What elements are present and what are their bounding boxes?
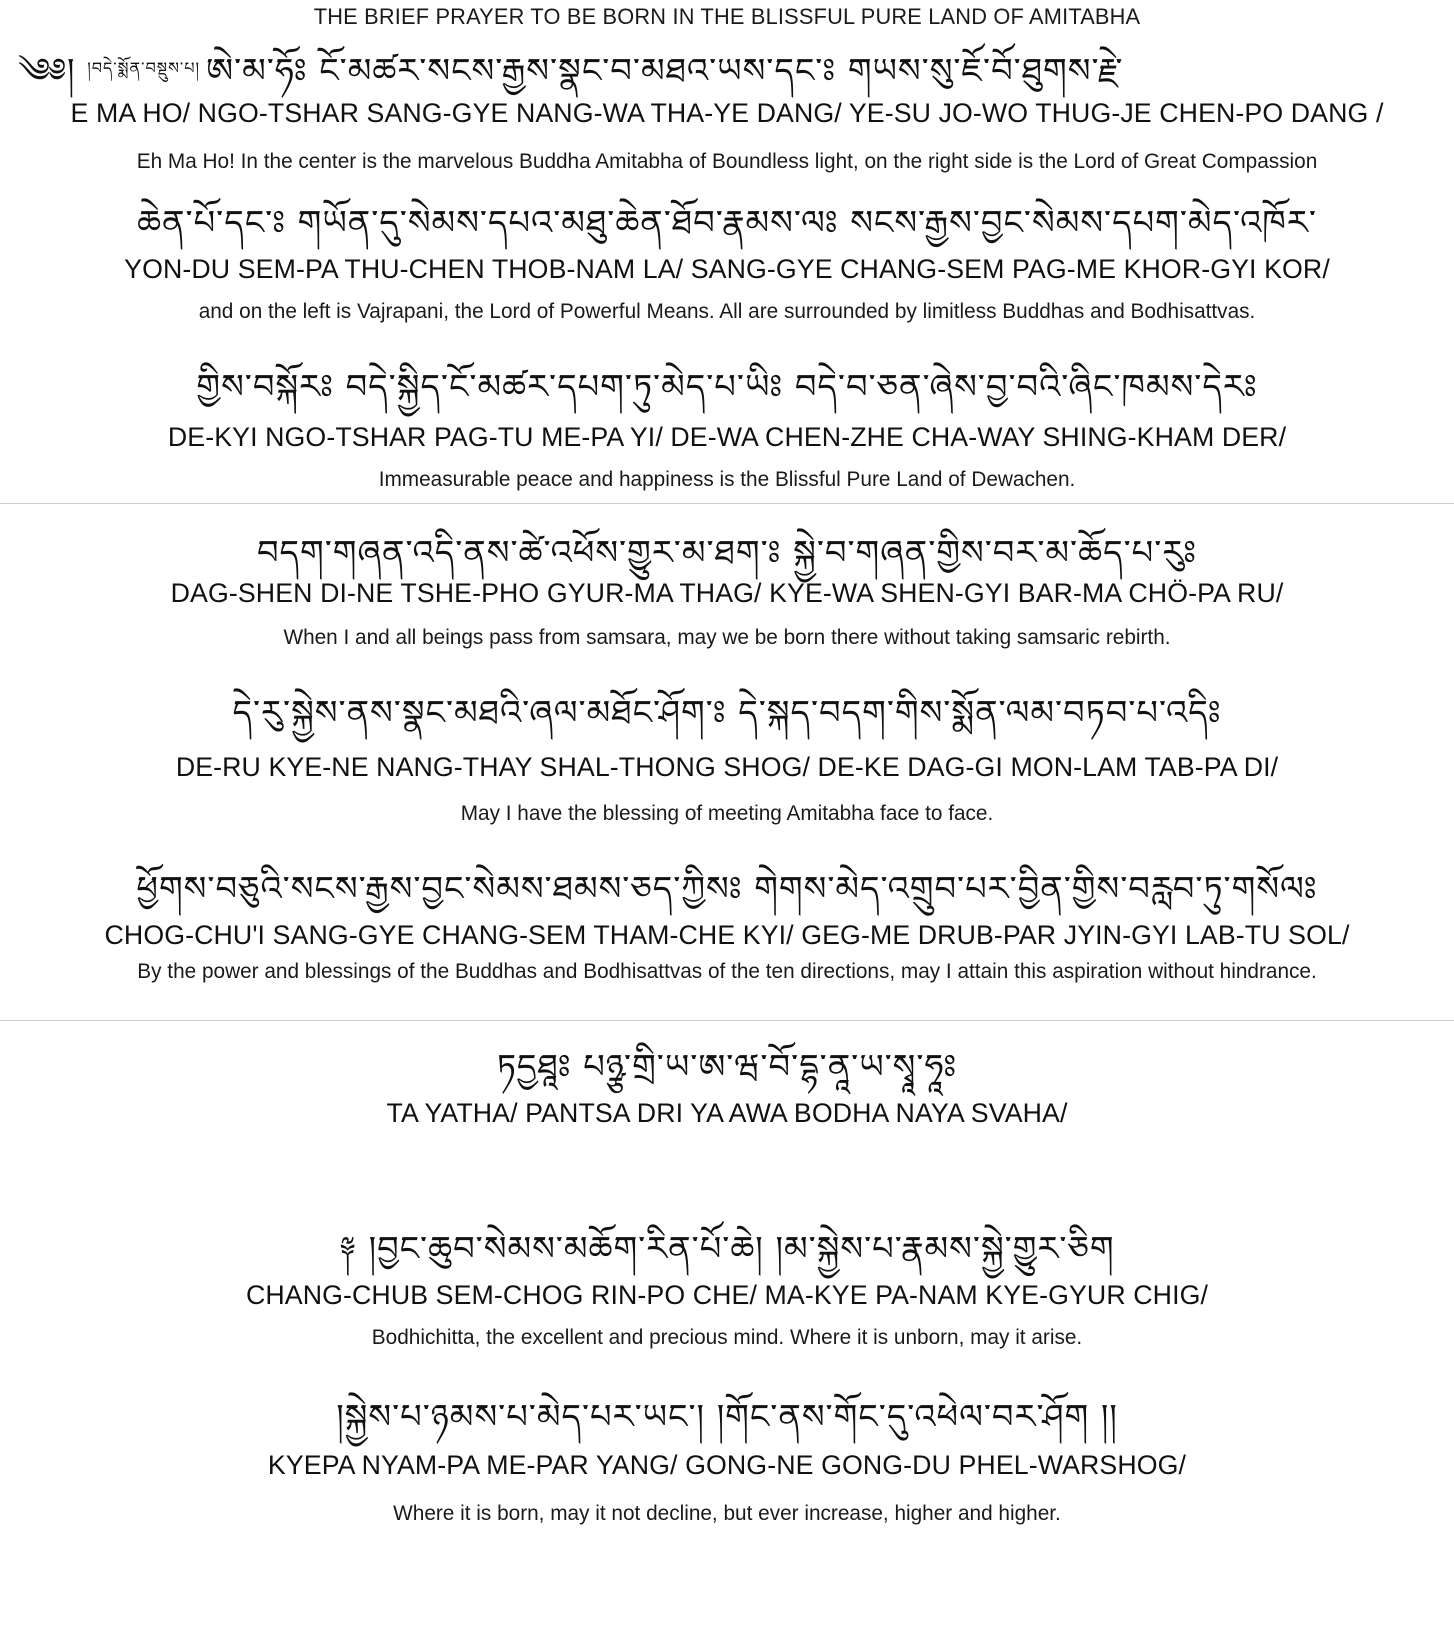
section-divider: [0, 503, 1454, 504]
romanized-line-3: DE-KYI NGO-TSHAR PAG-TU ME-PA YI/ DE-WA CHEN-ZHE CHA-WAY SHING-KHAM DER/: [167, 422, 1287, 452]
tibetan-opening-mark: ༄༅།: [18, 51, 88, 90]
tibetan-line-8: ༈ །བྱང་ཆུབ་སེམས་མཆོག་རིན་པོ་ཆེ། །མ་སྐྱེས་པ་རྣམས་སྐྱེ་གྱུར་ཅིག: [339, 1229, 1115, 1268]
english-line-3: Immeasurable peace and happiness is the Blissful Pure Land of Dewachen.: [378, 468, 1076, 491]
page-title: THE BRIEF PRAYER TO BE BORN IN THE BLISSFUL PURE LAND OF AMITABHA: [313, 4, 1141, 29]
section-divider: [0, 1020, 1454, 1021]
tibetan-line-4: བདག་གཞན་འདི་ནས་ཚེ་འཕོས་གྱུར་མ་ཐག་ཿ སྐྱེ་བ་གཞན་གྱིས་བར་མ་ཆོད་པ་རུཿ: [256, 533, 1198, 572]
romanized-line-1: E MA HO/ NGO-TSHAR SANG-GYE NANG-WA THA-YE DANG/ YE-SU JO-WO THUG-JE CHEN-PO DANG /: [70, 98, 1384, 128]
tibetan-line-2: ཆེན་པོ་དང༌ཿ གཡོན་དུ་སེམས་དཔའ་མཐུ་ཆེན་ཐོབ་རྣམས་ལཿ སངས་རྒྱས་བྱང་སེམས་དཔག་མེད་འཁོར་: [137, 203, 1317, 242]
english-line-8: Bodhichitta, the excellent and precious mind. Where it is unborn, may it arise.: [371, 1326, 1083, 1349]
english-line-1: Eh Ma Ho! In the center is the marvelous Buddha Amitabha of Boundless light, on the right side is the Lord of Great Compassion: [136, 150, 1318, 173]
romanized-line-6: CHOG-CHU'I SANG-GYE CHANG-SEM THAM-CHE KYI/ GEG-ME DRUB-PAR JYIN-GYI LAB-TU SOL/: [104, 920, 1350, 950]
romanized-line-5: DE-RU KYE-NE NANG-THAY SHAL-THONG SHOG/ DE-KE DAG-GI MON-LAM TAB-PA DI/: [175, 752, 1279, 782]
romanized-line-9: KYEPA NYAM-PA ME-PAR YANG/ GONG-NE GONG-DU PHEL-WARSHOG/: [267, 1450, 1187, 1480]
english-line-6: By the power and blessings of the Buddhas and Bodhisattvas of the ten directions, may I attain this aspiration without hindrance.: [137, 960, 1317, 983]
tibetan-text: ཨེ་མ་ཧོཿ ངོ་མཚར་སངས་རྒྱས་སྣང་བ་མཐའ་ཡས་དང༌ཿ གཡས་སུ་ཇོ་བོ་ཐུགས་རྗེ་: [206, 51, 1124, 90]
english-line-5: May I have the blessing of meeting Amitabha face to face.: [460, 802, 994, 825]
tibetan-line-5: དེ་རུ་སྐྱེས་ནས་སྣང་མཐའི་ཞལ་མཐོང་ཤོག་ཿ དེ་སྐད་བདག་གིས་སྨོན་ལམ་བཏབ་པ་འདིཿ: [232, 693, 1222, 732]
tibetan-mantra: ཏདྱཐཱཿ པཉྩ་གྲི་ཡ་ཨ་ཝ་བོ་དྷ་ནཱ་ཡ་སྭཱ་ཧཱཿ: [496, 1047, 958, 1086]
tibetan-line-6: ཕྱོགས་བཅུའི་སངས་རྒྱས་བྱང་སེམས་ཐམས་ཅད་ཀྱིསཿ གེགས་མེད་འགྲུབ་པར་བྱིན་གྱིས་བརླབ་ཏུ་གསོལཿ: [136, 869, 1318, 908]
romanized-line-2: YON-DU SEM-PA THU-CHEN THOB-NAM LA/ SANG-GYE CHANG-SEM PAG-ME KHOR-GYI KOR/: [124, 254, 1330, 284]
english-line-2: and on the left is Vajrapani, the Lord of Powerful Means. All are surrounded by limitless Buddhas and Bodhisattvas.: [198, 300, 1256, 323]
romanized-line-4: DAG-SHEN DI-NE TSHE-PHO GYUR-MA THAG/ KYE-WA SHEN-GYI BAR-MA CHÖ-PA RU/: [170, 578, 1284, 608]
english-line-9: Where it is born, may it not decline, but ever increase, higher and higher.: [393, 1502, 1061, 1525]
english-line-4: When I and all beings pass from samsara, may we be born there without taking samsaric rebirth.: [283, 626, 1171, 649]
tibetan-subtitle: །བདེ་སྨོན་བསྡུས་པ།: [87, 58, 207, 78]
tibetan-line-9: །སྐྱེས་པ་ཉམས་པ་མེད་པར་ཡང༌། །གོང་ནས་གོང་དུ་འཕེལ་བར་ཤོག །།: [336, 1397, 1118, 1436]
tibetan-line-3: གྱིས་བསྐོརཿ བདེ་སྐྱིད་ངོ་མཚར་དཔག་ཏུ་མེད་པ་ཡིཿ བདེ་བ་ཅན་ཞེས་བྱ་བའི་ཞིང་ཁམས་དེརཿ: [196, 367, 1258, 406]
romanized-mantra: TA YATHA/ PANTSA DRI YA AWA BODHA NAYA SVAHA/: [386, 1098, 1068, 1128]
romanized-line-8: CHANG-CHUB SEM-CHOG RIN-PO CHE/ MA-KYE PA-NAM KYE-GYUR CHIG/: [245, 1280, 1209, 1310]
